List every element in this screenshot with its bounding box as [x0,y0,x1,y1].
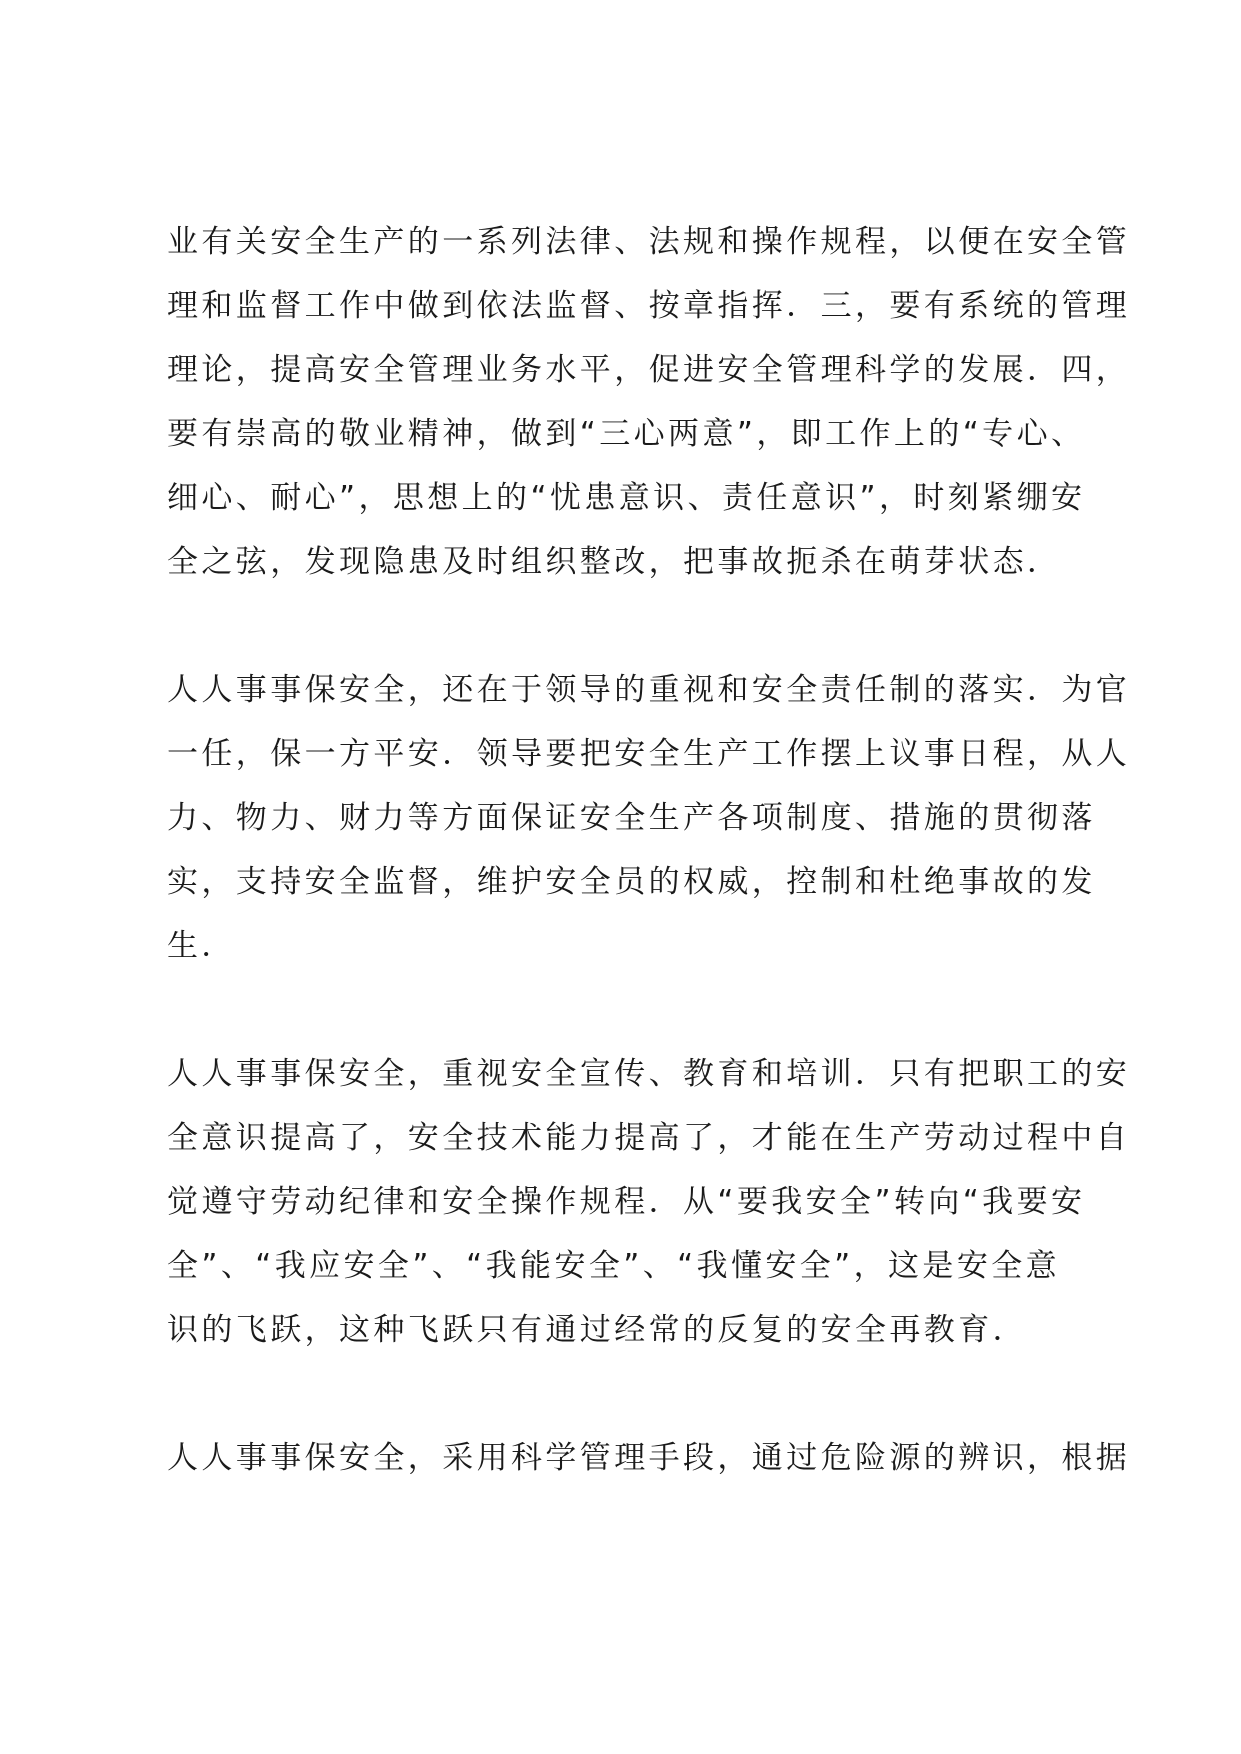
text-line: 业有关安全生产的一系列法律、法规和操作规程，以便在安全管 [167,224,1131,260]
text-line: 实，支持安全监督，维护安全员的权威，控制和杜绝事故的发 [167,864,1096,900]
text-line: 理和监督工作中做到依法监督、按章指挥．三，要有系统的管理 [167,288,1131,324]
text-line: 人人事事保安全，重视安全宣传、教育和培训．只有把职工的安 [167,1056,1131,1092]
text-line: 人人事事保安全，采用科学管理手段，通过危险源的辨识，根据 [167,1440,1131,1476]
text-line: 人人事事保安全，还在于领导的重视和安全责任制的落实．为官 [167,672,1131,708]
document-body [167,224,1131,1506]
text-line: 要有崇高的敬业精神，做到“三心两意”，即工作上的“专心、 [167,416,1086,452]
text-line: 全意识提高了，安全技术能力提高了，才能在生产劳动过程中自 [167,1120,1131,1156]
paragraph-spacer [167,1378,1097,1442]
text-line: 细心、耐心”，思想上的“忧患意识、责任意识”，时刻紧绷安 [167,480,1086,516]
paragraph-3 [167,1056,1131,1378]
paragraph-2 [167,672,1131,994]
paragraph-1 [167,224,1131,610]
paragraph-spacer [167,994,1097,1058]
text-line: 觉遵守劳动纪律和安全操作规程．从“要我安全”转向“我要安 [167,1184,1086,1220]
text-line: 力、物力、财力等方面保证安全生产各项制度、措施的贯彻落 [167,800,1096,836]
paragraph-4 [167,1440,1131,1506]
text-line: 一任，保一方平安．领导要把安全生产工作摆上议事日程，从人 [167,736,1131,772]
text-line: 生． [167,928,236,964]
text-line: 全”、“我应安全”、“我能安全”、“我懂安全”，这是安全意 [167,1248,1061,1284]
text-line: 理论，提高安全管理业务水平，促进安全管理科学的发展．四， [167,352,1131,388]
text-line: 识的飞跃，这种飞跃只有通过经常的反复的安全再教育． [167,1312,1027,1348]
text-line: 全之弦，发现隐患及时组织整改，把事故扼杀在萌芽状态． [167,544,1062,580]
paragraph-spacer [167,610,1097,674]
